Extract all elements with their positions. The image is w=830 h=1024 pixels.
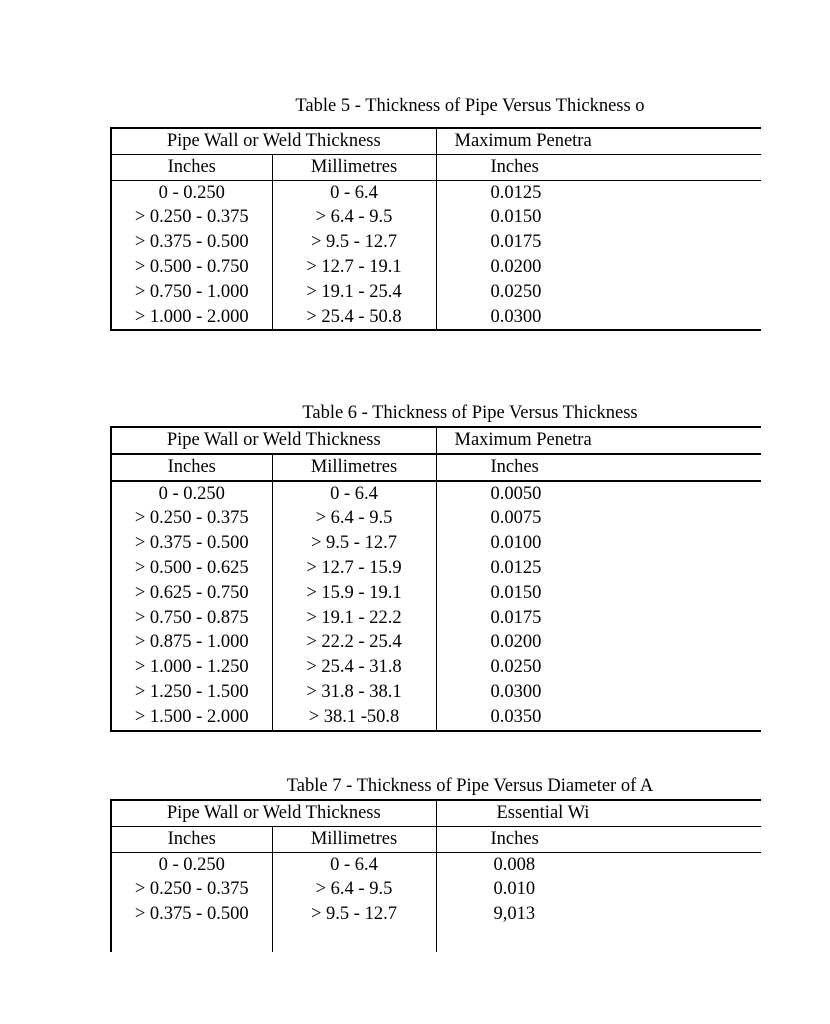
- cell-value: 0.0125: [490, 557, 542, 578]
- cell-mm: > 22.2 - 25.4: [272, 630, 436, 655]
- cell-inches: > 0.250 - 0.375: [111, 877, 272, 902]
- table-5-caption: Table 5 - Thickness of Pipe Versus Thickness o: [295, 96, 645, 116]
- cell-value: 0.0175: [490, 232, 542, 253]
- cell-mm: > 6.4 - 9.5: [272, 506, 436, 531]
- cell-inches: > 1.000 - 2.000: [111, 305, 272, 331]
- cell-inches: 0 - 0.250: [111, 481, 272, 507]
- cell-mm: 0 - 6.4: [272, 180, 436, 205]
- cell-inches: > 0.500 - 0.750: [111, 255, 272, 280]
- cell-inches: > 0.375 - 0.500: [111, 531, 272, 556]
- cell-mm: > 25.4 - 31.8: [272, 655, 436, 680]
- cell-mm: > 12.7 - 15.9: [272, 556, 436, 581]
- units-row: [111, 826, 761, 852]
- cell-mm: > 25.4 - 50.8: [272, 305, 436, 331]
- cell-mm: > 12.7 - 19.1: [272, 255, 436, 280]
- cell-inches: > 1.250 - 1.500: [111, 680, 272, 705]
- cell-value: 0.0300: [490, 681, 542, 702]
- cell-inches: > 0.875 - 1.000: [111, 630, 272, 655]
- cell-mm: > 6.4 - 9.5: [272, 877, 436, 902]
- cell-value: 0.0050: [490, 483, 542, 504]
- unit-millimetres-header: Millimetres: [272, 454, 436, 481]
- right-header: Maximum Penetra: [436, 128, 761, 154]
- cell-value: 0.0200: [490, 632, 542, 653]
- cell-value: 0.0150: [490, 582, 542, 603]
- cell-value: 0.0250: [490, 281, 542, 302]
- unit-inches-header-2: Inches: [436, 454, 598, 481]
- cell-inches: 0 - 0.250: [111, 852, 272, 877]
- cell-value: 0.0175: [490, 607, 542, 628]
- cell-value: 0.0100: [490, 533, 542, 554]
- cell-inches: > 0.375 - 0.500: [111, 902, 272, 927]
- unit-inches-header: Inches: [111, 454, 272, 481]
- group-header: Pipe Wall or Weld Thickness: [111, 800, 436, 826]
- right-header: Maximum Penetra: [436, 427, 761, 454]
- cell-mm: > 6.4 - 9.5: [272, 205, 436, 230]
- unit-inches-header: Inches: [111, 154, 272, 180]
- right-header: Essential Wi: [436, 800, 761, 826]
- cell-mm: > 31.8 - 38.1: [272, 680, 436, 705]
- cell-value: 0.010: [493, 879, 536, 900]
- cell-value: 0.0200: [490, 256, 542, 277]
- group-header: Pipe Wall or Weld Thickness: [111, 427, 436, 454]
- group-header: Pipe Wall or Weld Thickness: [111, 128, 436, 154]
- cell-inches: > 0.250 - 0.375: [111, 205, 272, 230]
- cell-value: 0.0350: [436, 705, 598, 731]
- unit-millimetres-header: Millimetres: [272, 154, 436, 180]
- cell-mm: > 38.1 -50.8: [272, 705, 436, 731]
- unit-inches-header-2: Inches: [436, 154, 598, 180]
- cell-mm: 0 - 6.4: [272, 852, 436, 877]
- cell-inches: > 0.375 - 0.500: [111, 230, 272, 255]
- cell-value: 0.0125: [490, 182, 542, 203]
- cell-inches: > 0.500 - 0.625: [111, 556, 272, 581]
- table-header-row: [111, 800, 761, 826]
- unit-inches-header: Inches: [111, 826, 272, 852]
- cell-mm: > 9.5 - 12.7: [272, 230, 436, 255]
- cell-mm: > 9.5 - 12.7: [272, 902, 436, 927]
- cell-inches: > 0.625 - 0.750: [111, 581, 272, 606]
- cell-mm: > 15.9 - 19.1: [272, 581, 436, 606]
- table-row: [111, 902, 761, 927]
- table-6-caption: Table 6 - Thickness of Pipe Versus Thickness: [302, 403, 638, 423]
- cell-value: 0.0300: [436, 305, 598, 331]
- cell-mm: > 9.5 - 12.7: [272, 531, 436, 556]
- cell-inches: > 1.000 - 1.250: [111, 655, 272, 680]
- cell-value: 0.0250: [490, 657, 542, 678]
- table-7: [110, 799, 761, 952]
- unit-inches-header-2: Inches: [436, 826, 598, 852]
- table-row: [111, 877, 761, 902]
- unit-millimetres-header: Millimetres: [272, 826, 436, 852]
- cell-inches: > 0.750 - 0.875: [111, 606, 272, 631]
- table-7-caption: Table 7 - Thickness of Pipe Versus Diameter of A: [286, 776, 654, 796]
- cell-inches: > 1.500 - 2.000: [111, 705, 272, 731]
- cell-value: 0.0075: [490, 508, 542, 529]
- cell-value: 0.008: [493, 854, 536, 875]
- cell-inches: > 0.250 - 0.375: [111, 506, 272, 531]
- cell-mm: > 19.1 - 25.4: [272, 280, 436, 305]
- cell-mm: 0 - 6.4: [272, 481, 436, 507]
- cell-inches: 0 - 0.250: [111, 180, 272, 205]
- cell-inches: > 0.750 - 1.000: [111, 280, 272, 305]
- cell-value: 9,013: [493, 904, 536, 925]
- cell-mm: > 19.1 - 22.2: [272, 606, 436, 631]
- cell-value: 0.0150: [490, 207, 542, 228]
- table-row: [111, 852, 761, 877]
